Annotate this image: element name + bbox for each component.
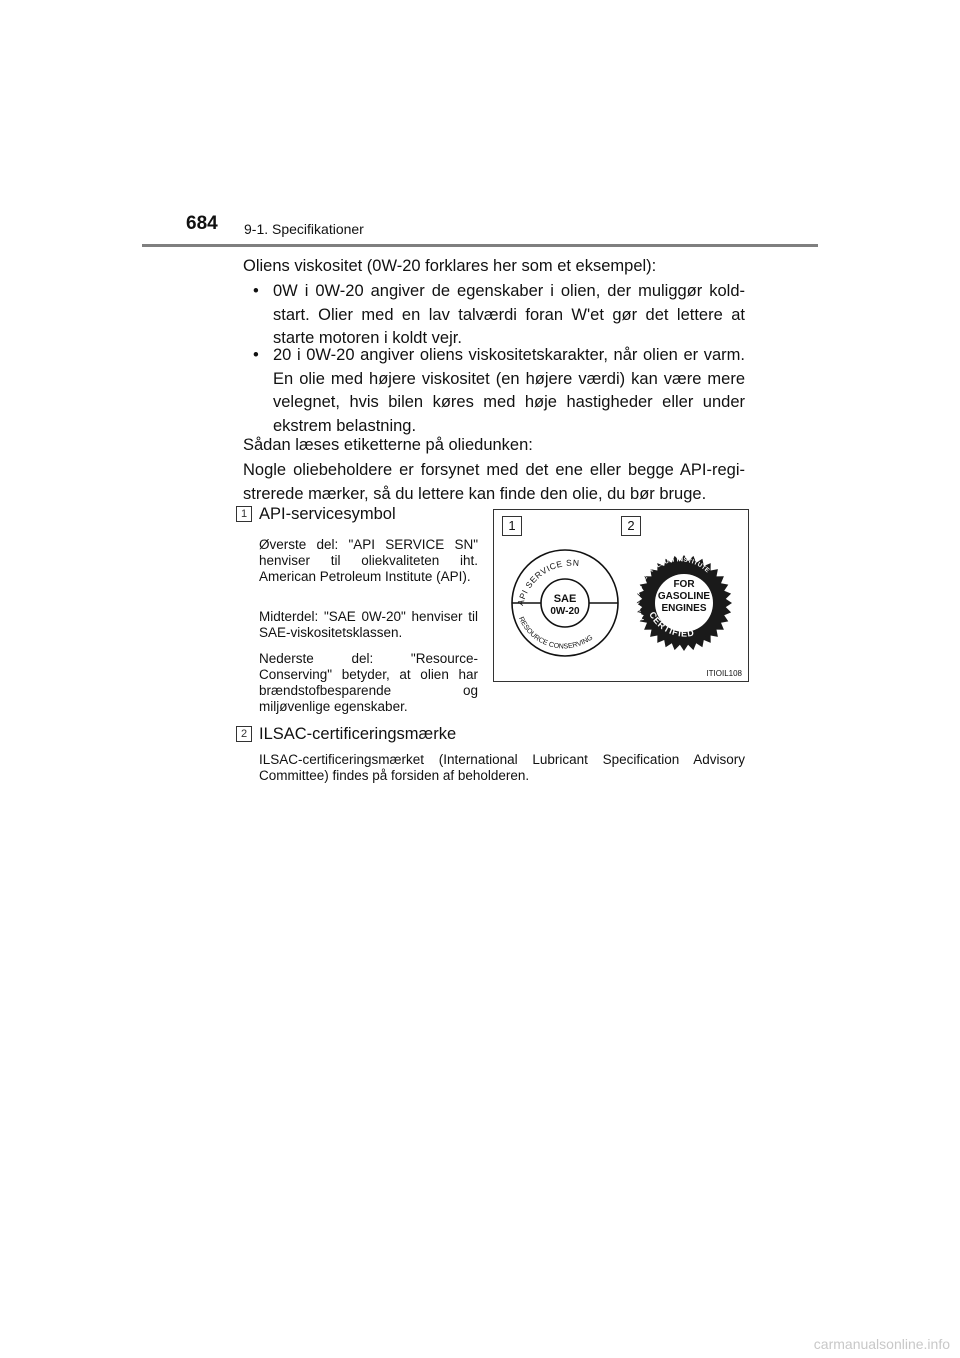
item-title-ilsac: ILSAC-certificeringsmærke — [259, 725, 457, 743]
donut-center-line1: SAE — [553, 593, 577, 605]
burst-line1: FOR — [673, 579, 695, 590]
item-marker-1: 1 — [236, 506, 252, 522]
bullet-text: 0W i 0W-20 angiver de egenskaber i olien, der muliggør kold-start. Olier med en lav talværdi foran W'et gør det lettere at starte motoren i koldt vejr. — [273, 282, 745, 347]
bullet-item — [253, 344, 745, 438]
item-marker-2: 2 — [236, 726, 252, 742]
viscosity-heading: Oliens viskositet (0W-20 forklares her som et eksempel): — [243, 257, 657, 275]
ilsac-starburst-mark — [634, 555, 732, 651]
item-paragraph: Øverste del: "API SERVICE SN" henviser til oliekvaliteten iht. American Petroleum Institute (API). — [259, 537, 478, 584]
burst-ring-bottom: CERTIFIED — [647, 609, 696, 639]
page-number: 684 — [186, 213, 218, 234]
header-divider — [142, 244, 818, 247]
api-service-symbol — [512, 550, 618, 656]
labels-heading: Sådan læses etiketterne på oliedunken: — [243, 436, 533, 454]
item-paragraph: ILSAC-certificeringsmærket (International Lubricant Specification Advisory Committee) findes på forsiden af beholderen. — [259, 752, 745, 783]
labels-body: Nogle oliebeholdere er forsynet med det ene eller begge API-regi-strerede mærker, så du lettere kan finde den olie, du bør bruge. — [243, 461, 745, 503]
figure-artwork — [494, 510, 750, 683]
donut-top-text: API SERVICE SN — [515, 557, 580, 607]
section-title: 9-1. Specifikationer — [244, 221, 364, 237]
bullet-dot: • — [253, 346, 259, 364]
figure-caption: ITIOIL108 — [706, 669, 742, 678]
burst-line3: ENGINES — [661, 603, 707, 614]
bullet-text: 20 i 0W-20 angiver oliens viskositetskarakter, når olien er varm. En olie med højere viskositet (en højere værdi) kan være mere velegnet, hvis bilen køres med høje hastigheder eller under ekstrem belastning. — [273, 346, 745, 435]
burst-line2: GASOLINE — [657, 591, 711, 602]
item-paragraph: Midterdel: "SAE 0W-20" henviser til SAE-viskositetsklassen. — [259, 609, 478, 640]
item-paragraph: Nederste del: "Resource-Conserving" betyder, at olien har brændstofbesparende og miljøvenlige egenskaber. — [259, 651, 478, 714]
bullet-dot: • — [253, 282, 259, 300]
item-title-api: API-servicesymbol — [259, 505, 396, 523]
donut-bottom-text: RESOURCE CONSERVING — [517, 615, 595, 651]
figure-marker-2: 2 — [621, 516, 641, 536]
burst-ring-top: AMERICAN PETROLEUM INSTITUTE — [634, 556, 711, 623]
bullet-item — [253, 280, 745, 351]
watermark-logo: carmanualsonline.info — [813, 1336, 950, 1352]
oil-labels-figure — [493, 509, 749, 682]
figure-marker-1: 1 — [502, 516, 522, 536]
donut-center-line2: 0W-20 — [550, 606, 580, 617]
